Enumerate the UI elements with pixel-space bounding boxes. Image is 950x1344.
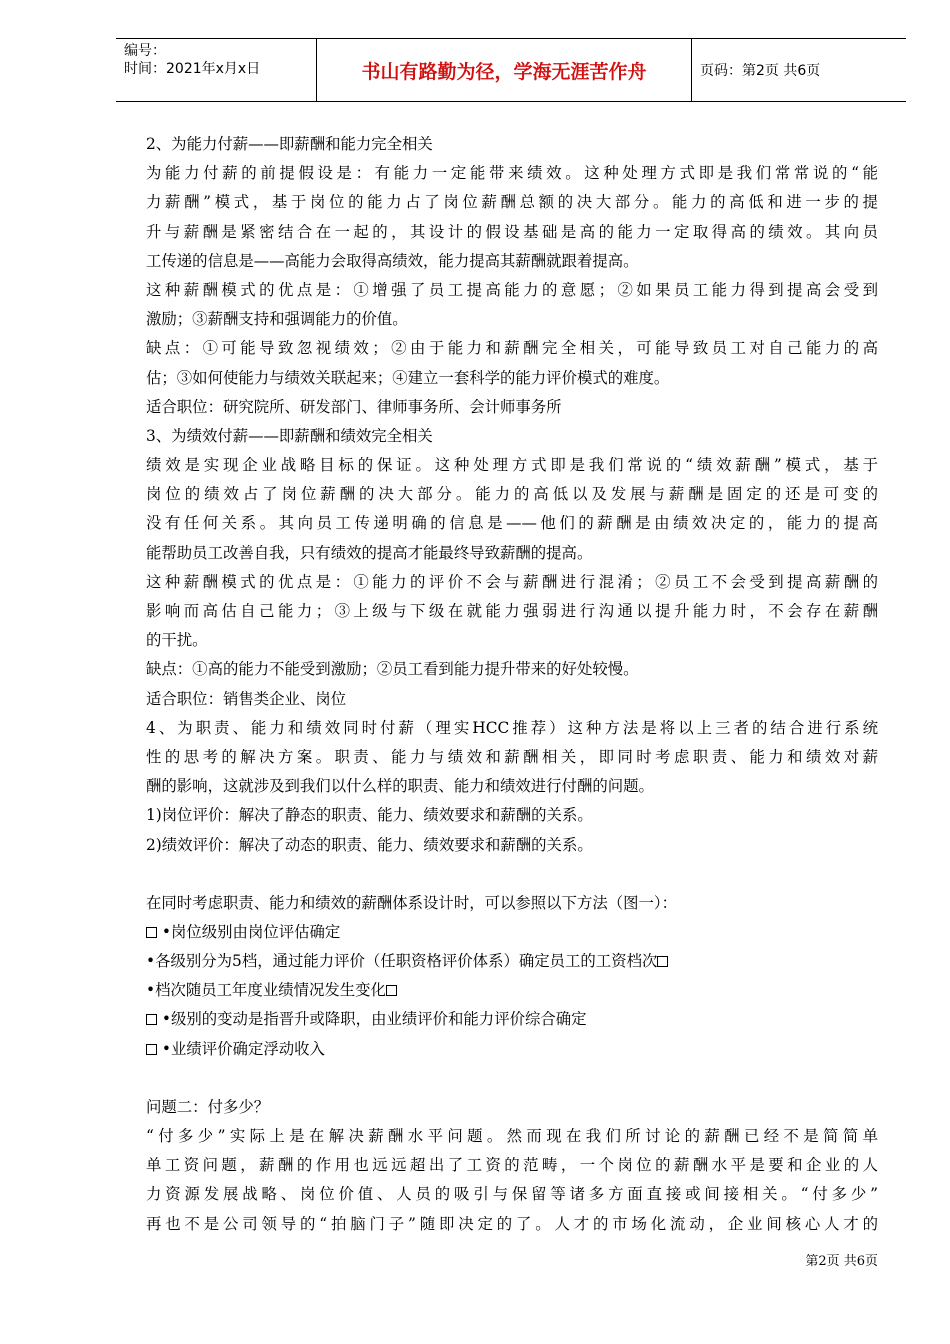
text-line: 估；③如何使能力与绩效关联起来；④建立一套科学的能力评价模式的难度。	[146, 368, 670, 387]
paragraph	[146, 334, 878, 392]
text-line: 酬的影响，这就涉及到我们以什么样的职责、能力和绩效进行付酬的问题。	[146, 777, 654, 796]
text-line: 2、为能力付薪——即薪酬和能力完全相关	[146, 135, 433, 153]
text-line: 的干扰。	[146, 631, 208, 650]
text-line: 为能力付薪的前提假设是：有能力一定能带来绩效。这种处理方式即是我们常常说的“能	[146, 164, 878, 183]
paragraph	[146, 276, 878, 334]
list-item-text: •业绩评价确定浮动收入	[161, 1039, 325, 1058]
text-line: 绩效是实现企业战略目标的保证。这种处理方式即是我们常说的“绩效薪酬”模式，基于	[146, 456, 878, 475]
text-line: 单工资问题，薪酬的作用也远远超出了工资的范畴，一个岗位的薪酬水平是要和企业的人	[146, 1156, 878, 1175]
text-line: 缺点：①高的能力不能受到激励；②员工看到能力提升带来的好处较慢。	[146, 660, 639, 679]
list-item-text: •各级别分为5档，通过能力评价（任职资格评价体系）确定员工的工资档次	[146, 952, 658, 971]
document-body	[146, 130, 878, 1239]
text-line: 力资源发展战略、岗位价值、人员的吸引与保留等诸多方面直接或间接相关。“付多少”	[146, 1185, 878, 1204]
list-item	[146, 1035, 878, 1064]
text-line: 岗位的绩效占了岗位薪酬的决大部分。能力的高低以及发展与薪酬是固定的还是可变的	[146, 485, 878, 504]
paragraph	[146, 801, 878, 830]
method-intro: 在同时考虑职责、能力和绩效的薪酬体系设计时，可以参照以下方法（图一）：	[146, 893, 677, 912]
checkbox-glyph-icon	[146, 927, 157, 938]
text-line: 1)岗位评价：解决了静态的职责、能力、绩效要求和薪酬的关系。	[146, 806, 593, 825]
text-line: 缺点：①可能导致忽视绩效；②由于能力和薪酬完全相关，可能导致员工对自己能力的高	[146, 339, 878, 358]
paragraph	[146, 568, 878, 656]
paragraphs	[146, 130, 878, 860]
text-line: 4、为职责、能力和绩效同时付薪（理实HCC推荐）这种方法是将以上三者的结合进行系统	[146, 718, 878, 737]
text-line: 能帮助员工改善自我，只有绩效的提高才能最终导致薪酬的提高。	[146, 543, 593, 562]
text-line: 2)绩效评价：解决了动态的职责、能力、绩效要求和薪酬的关系。	[146, 835, 593, 854]
question-paragraph	[146, 1122, 878, 1239]
text-line: 这种薪酬模式的优点是：①能力的评价不会与薪酬进行混淆；②员工不会受到提高薪酬的	[146, 572, 878, 591]
text-line: 力薪酬”模式，基于岗位的能力占了岗位薪酬总额的决大部分。能力的高低和进一步的提	[146, 193, 878, 212]
paragraph	[146, 685, 878, 714]
text-line: 激励；③薪酬支持和强调能力的价值。	[146, 310, 408, 329]
document-date: 时间：2021年x月x日	[124, 61, 261, 77]
text-line: 升与薪酬是紧密结合在一起的，其设计的假设基础是高的能力一定取得高的绩效。其向员	[146, 222, 878, 241]
list-item-text: •档次随员工年度业绩情况发生变化	[146, 981, 386, 1000]
header-page-number: 页码：第2页 共6页	[700, 63, 821, 79]
text-line: 性的思考的解决方案。职责、能力与绩效和薪酬相关，即同时考虑职责、能力和绩效对薪	[146, 747, 878, 766]
header-motto: 书山有路勤为径，学海无涯苦作舟	[316, 39, 692, 101]
paragraph	[146, 655, 878, 684]
page-footer: 第2页 共6页	[805, 1254, 878, 1269]
list-item	[146, 947, 878, 976]
paragraph	[146, 714, 878, 802]
text-line: 这种薪酬模式的优点是：①增强了员工提高能力的意愿；②如果员工能力得到提高会受到	[146, 280, 878, 299]
text-line: 工传递的信息是——高能力会取得高绩效，能力提高其薪酬就跟着提高。	[146, 251, 639, 270]
header-meta	[124, 39, 314, 104]
method-list	[146, 918, 878, 1064]
checkbox-glyph-icon	[657, 956, 668, 967]
text-line: 没有任何关系。其向员工传递明确的信息是——他们的薪酬是由绩效决定的，能力的提高	[146, 514, 878, 533]
text-line: 适合职位：销售类企业、岗位	[146, 689, 347, 708]
text-line: “付多少”实际上是在解决薪酬水平问题。然而现在我们所讨论的薪酬已经不是简简单	[146, 1127, 878, 1145]
text-line: 影响而高估自己能力；③上级与下级在就能力强弱进行沟通以提升能力时，不会存在薪酬	[146, 602, 878, 620]
paragraph	[146, 422, 878, 451]
list-item	[146, 976, 878, 1005]
list-item-text: •岗位级别由岗位评估确定	[161, 922, 341, 941]
checkbox-glyph-icon	[146, 1044, 157, 1055]
list-item	[146, 1005, 878, 1034]
list-item	[146, 918, 878, 947]
checkbox-glyph-icon	[146, 1014, 157, 1025]
paragraph	[146, 393, 878, 422]
text-line: 适合职位：研究院所、研发部门、律师事务所、会计师事务所	[146, 397, 562, 416]
document-number: 编号：	[124, 43, 166, 59]
checkbox-glyph-icon	[386, 985, 397, 996]
text-line: 再也不是公司领导的“拍脑门子”随即决定的了。人才的市场化流动，企业间核心人才的	[146, 1214, 878, 1233]
paragraph	[146, 130, 878, 159]
paragraph	[146, 831, 878, 860]
list-item-text: •级别的变动是指晋升或降职，由业绩评价和能力评价综合确定	[161, 1010, 587, 1029]
page-header	[116, 38, 906, 102]
text-line: 3、为绩效付薪——即薪酬和绩效完全相关	[146, 426, 433, 445]
paragraph	[146, 451, 878, 568]
question-title: 问题二：付多少？	[146, 1097, 270, 1116]
paragraph	[146, 159, 878, 276]
